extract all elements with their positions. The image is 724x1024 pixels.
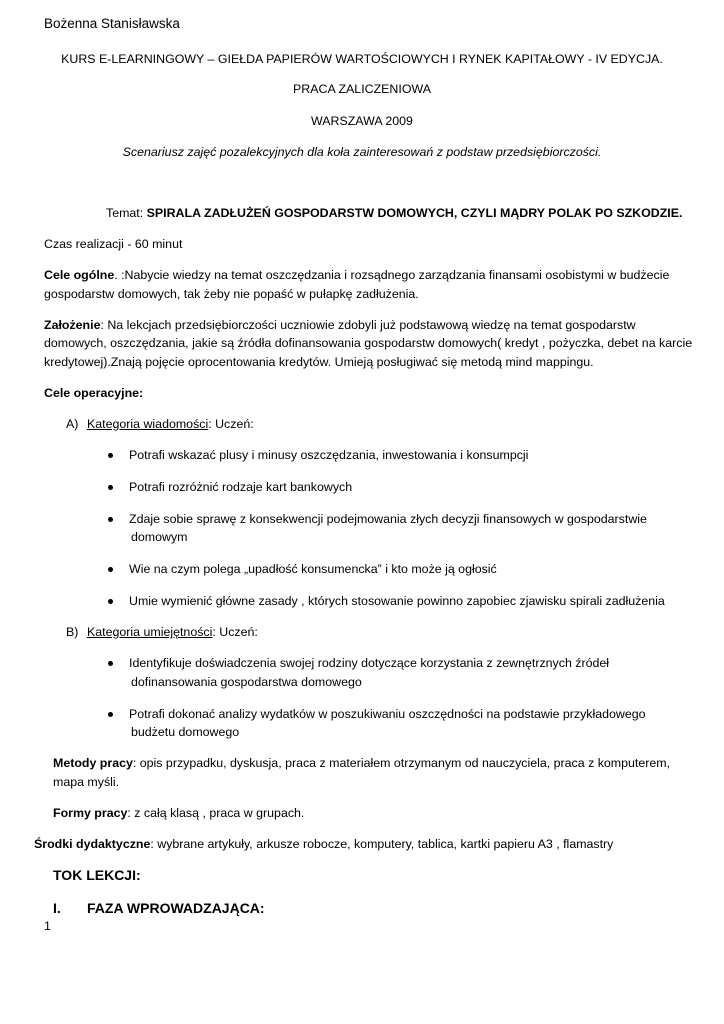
assumption-line2: domowych, oszczędzania, jakie są źródła dofinansowania gospodarstw domowych( kredyt , pożyczka, debet na karcie xyxy=(44,336,693,350)
general-goals-label: Cele ogólne xyxy=(44,268,115,282)
general-goals-line1: Cele ogólne. :Nabycie wiedzy na temat oszczędzania i rozsądnego zarządzania finansami osobistymi w budżecie xyxy=(44,268,670,282)
assumption-label: Założenie xyxy=(44,318,101,332)
bullet-dot xyxy=(108,485,113,490)
general-goals-line2: gospodarstw domowych, tak żeby nie popaść w pułapkę zadłużenia. xyxy=(44,287,419,301)
bullet-dot xyxy=(108,661,113,666)
list-item: Zdaje sobie sprawę z konsekwencji podejmowania złych decyzji finansowych w gospodarstwie xyxy=(129,512,647,526)
list-item-continuation: domowym xyxy=(131,530,188,544)
category-b-label: Kategoria umiejętności xyxy=(87,625,213,639)
aids-line: Środki dydaktyczne: wybrane artykuły, arkusze robocze, komputery, tablica, kartki papieru A3 , flamastry xyxy=(34,837,614,851)
list-item: Wie na czym polega „upadłość konsumencka” i kto może ją ogłosić xyxy=(129,562,497,576)
methods-line2: mapa myśli. xyxy=(53,775,120,789)
list-item: Identyfikuje doświadczenia swojej rodziny dotyczące korzystania z zewnętrznych źródeł xyxy=(129,656,610,670)
topic-label: Temat: xyxy=(106,206,147,220)
list-item: Potrafi dokonać analizy wydatków w poszukiwaniu oszczędności na podstawie przykładowego xyxy=(129,707,646,721)
category-a-heading: Kategoria wiadomości: Uczeń: xyxy=(87,417,254,431)
assumption-line3: kredytowej).Znają pojęcie oprocentowania kredytów. Umieją posługiwać się metodą mind mappingu. xyxy=(44,355,594,369)
operational-goals-heading: Cele operacyjne: xyxy=(44,386,144,400)
bullet-dot xyxy=(108,712,113,717)
list-item: Umie wymienić główne zasady , których stosowanie powinno zapobiec zjawisku spirali zadłużenia xyxy=(129,594,665,608)
bullet-dot xyxy=(108,453,113,458)
course-title: KURS E-LEARNINGOWY – GIEŁDA PAPIERÓW WARTOŚCIOWYCH I RYNEK KAPITAŁOWY - IV EDYCJA. xyxy=(61,52,663,66)
topic-line xyxy=(106,205,682,221)
topic-text: SPIRALA ZADŁUŻEŃ GOSPODARSTW DOMOWYCH, CZYLI MĄDRY POLAK PO SZKODZIE. xyxy=(146,206,683,220)
page-number: 1 xyxy=(44,919,51,933)
methods-label: Metody pracy xyxy=(53,756,133,770)
bullet-dot xyxy=(108,599,113,604)
phase-number: I. xyxy=(53,900,61,916)
bullet-dot xyxy=(108,517,113,522)
author-name: Bożenna Stanisławska xyxy=(44,16,180,31)
list-item: Potrafi rozróżnić rodzaje kart bankowych xyxy=(129,480,353,494)
phase-title: FAZA WPROWADZAJĄCA: xyxy=(87,900,265,916)
category-b-marker: B) xyxy=(66,625,79,639)
duration: Czas realizacji - 60 minut xyxy=(44,237,183,251)
list-item-continuation: dofinansowania gospodarstwa domowego xyxy=(131,675,362,689)
category-a-marker: A) xyxy=(66,417,79,431)
assumption-line1: Założenie: Na lekcjach przedsiębiorczości uczniowie zdobyli już podstawową wiedzę na temat gospodarstw xyxy=(44,318,636,332)
subtitle: Scenariusz zajęć pozalekcyjnych dla koła zainteresowań z podstaw przedsiębiorczości. xyxy=(122,145,602,159)
list-item-continuation: budżetu domowego xyxy=(131,725,240,739)
bullet-dot xyxy=(108,567,113,572)
forms-label: Formy pracy xyxy=(53,806,128,820)
category-b-heading: Kategoria umiejętności: Uczeń: xyxy=(87,625,258,639)
lesson-flow-heading: TOK LEKCJI: xyxy=(53,867,141,883)
list-item: Potrafi wskazać plusy i minusy oszczędzania, inwestowania i konsumpcji xyxy=(129,448,529,462)
work-type: PRACA ZALICZENIOWA xyxy=(293,82,431,96)
methods-line1: Metody pracy: opis przypadku, dyskusja, praca z materiałem otrzymanym od nauczyciela, praca z komputerem, xyxy=(53,756,671,770)
place-year: WARSZAWA 2009 xyxy=(311,114,413,128)
aids-label: Środki dydaktyczne xyxy=(34,837,151,851)
category-a-label: Kategoria wiadomości xyxy=(87,417,209,431)
forms-line: Formy pracy: z całą klasą , praca w grupach. xyxy=(53,806,305,820)
